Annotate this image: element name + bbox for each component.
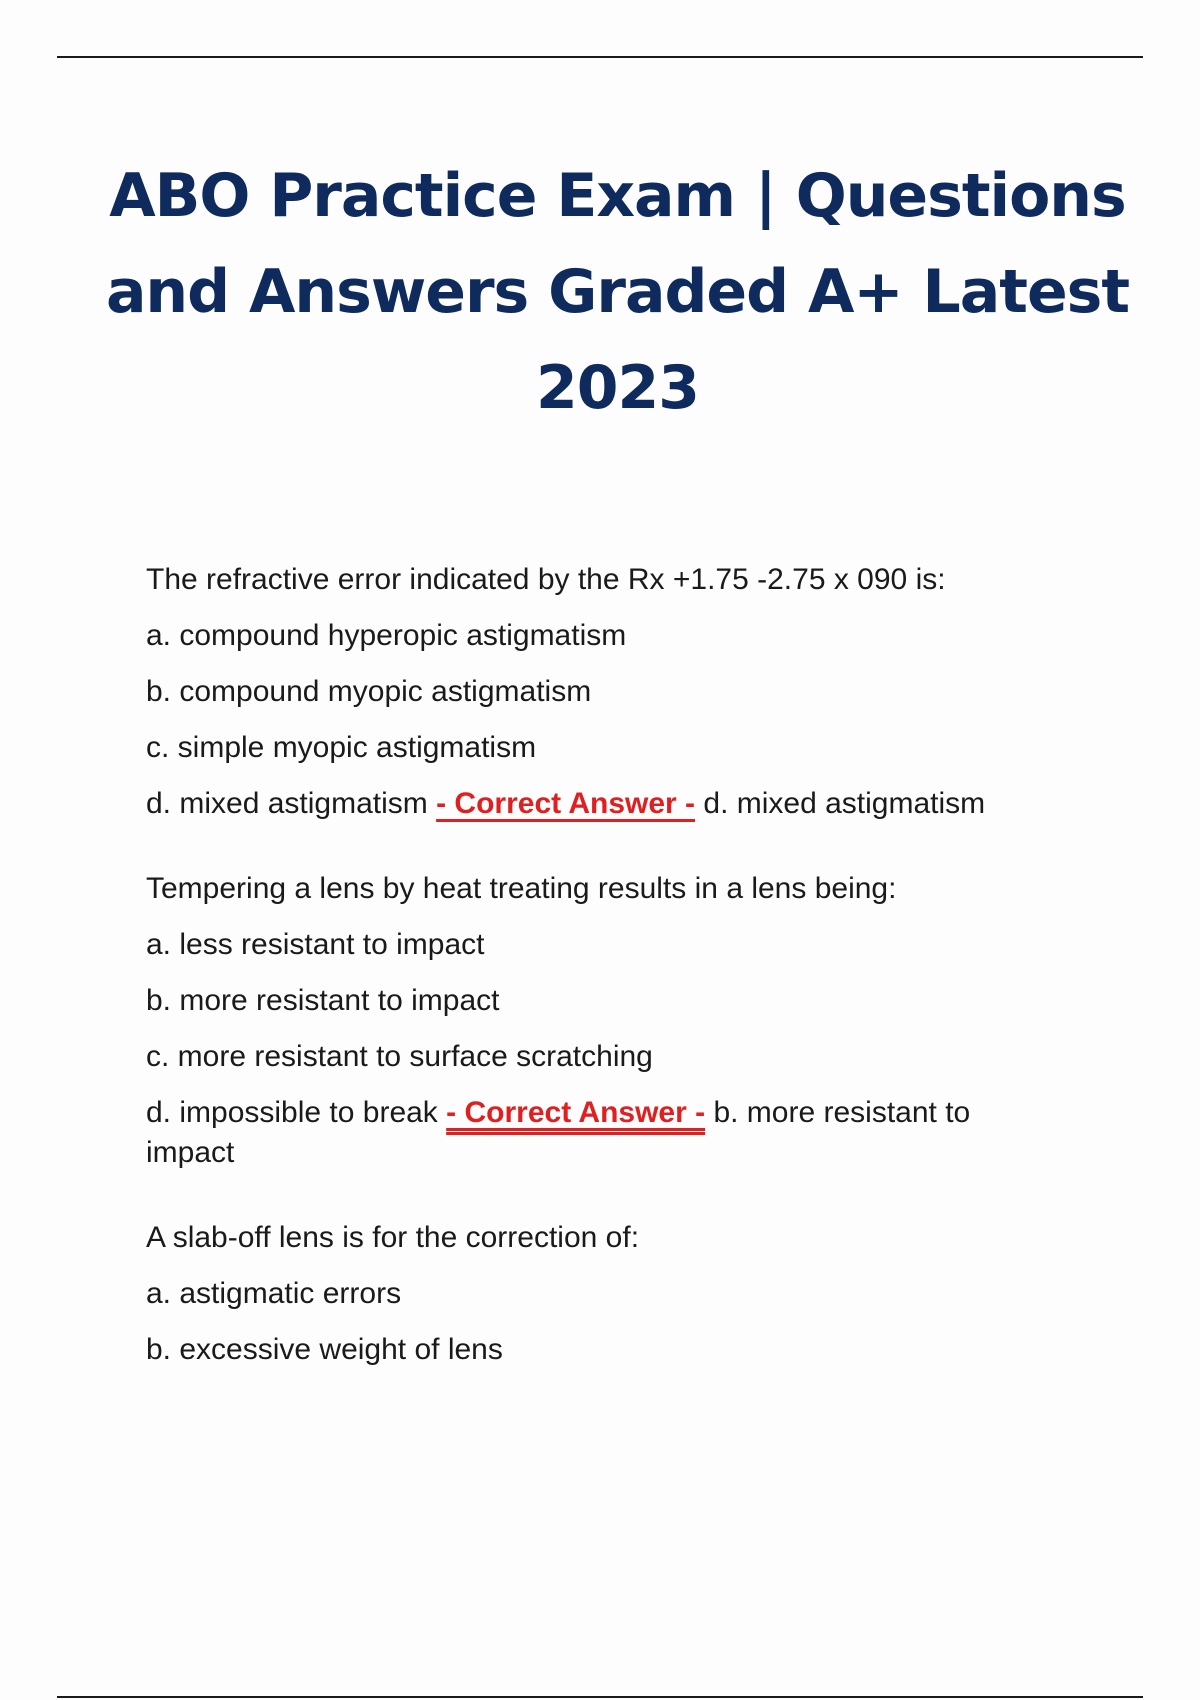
question-text: Tempering a lens by heat treating results in a lens being: <box>146 872 897 905</box>
option-d-with-answer <box>146 784 1046 824</box>
option-c: c. simple myopic astigmatism <box>146 731 537 764</box>
question-text: A slab-off lens is for the correction of: <box>146 1221 640 1254</box>
correct-answer-label: - Correct Answer - <box>436 787 696 820</box>
option-a: a. compound hyperopic astigmatism <box>146 619 627 652</box>
option-d: d. impossible to break <box>146 1096 438 1129</box>
correct-answer: d. mixed astigmatism <box>703 787 986 820</box>
correct-answer-label: - Correct Answer - <box>446 1096 706 1129</box>
option-b: b. compound myopic astigmatism <box>146 675 592 708</box>
question-1 <box>146 560 1046 824</box>
option-d-with-answer <box>146 1093 1046 1173</box>
top-rule <box>57 56 1143 58</box>
bottom-rule <box>57 1696 1143 1698</box>
question-list <box>146 560 1046 1415</box>
correct-answer: b. more resistant to impact <box>146 1096 971 1169</box>
option-d: d. mixed astigmatism <box>146 787 428 820</box>
option-b: b. more resistant to impact <box>146 984 500 1017</box>
document-title: ABO Practice Exam | Questions and Answers Graded A+ Latest 2023 <box>105 161 1130 423</box>
question-text: The refractive error indicated by the Rx +1.75 -2.75 x 090 is: <box>146 563 946 596</box>
option-b: b. excessive weight of lens <box>146 1333 503 1366</box>
question-3 <box>146 1218 1046 1370</box>
option-c: c. more resistant to surface scratching <box>146 1040 653 1073</box>
option-a: a. less resistant to impact <box>146 928 485 961</box>
option-a: a. astigmatic errors <box>146 1277 402 1310</box>
question-2 <box>146 869 1046 1173</box>
